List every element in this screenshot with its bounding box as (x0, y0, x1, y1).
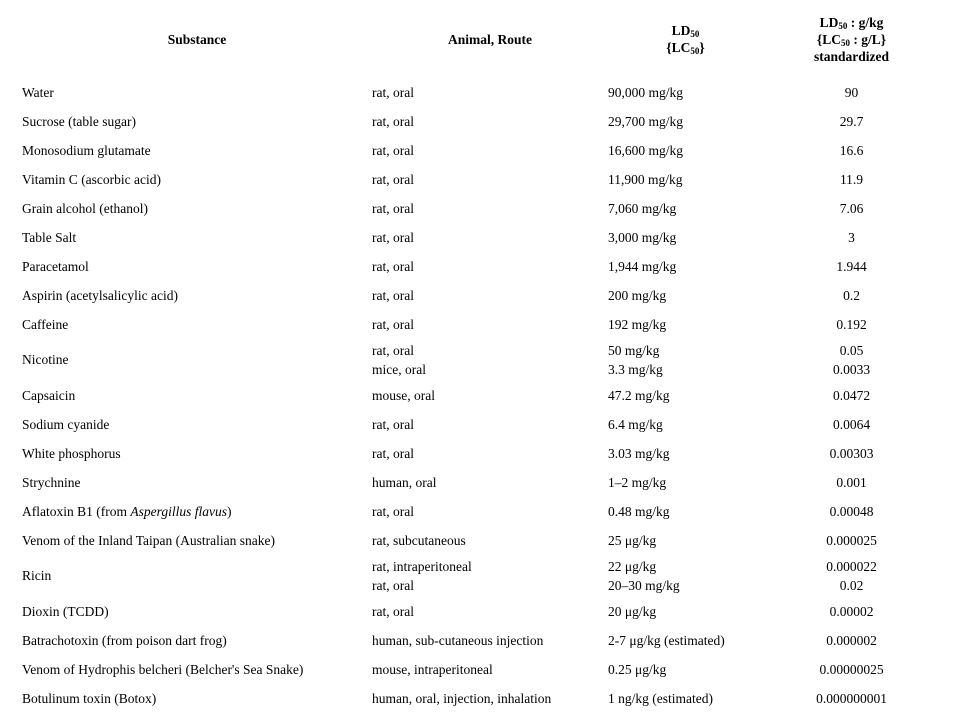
cell-standardized-line: 0.00002 (829, 604, 874, 619)
cell-standardized (763, 555, 940, 597)
cell-standardized-line: 0.00303 (829, 446, 874, 461)
cell-animal-route (372, 310, 608, 339)
table-row (22, 655, 940, 684)
cell-animal-route-line: human, oral (372, 475, 437, 490)
header-std-line1-subscript: 50 (838, 20, 848, 31)
header-lc50-open: {LC (666, 40, 691, 55)
header-lc50-subscript: 50 (690, 46, 700, 56)
header-substance: Substance (167, 31, 227, 47)
cell-ld50 (608, 281, 763, 310)
cell-animal-route (372, 136, 608, 165)
cell-animal-route-line: mouse, oral (372, 388, 435, 403)
cell-animal-route (372, 468, 608, 497)
cell-substance: Batrachotoxin (from poison dart frog) (22, 632, 227, 648)
cell-substance: Ricin (22, 568, 52, 583)
cell-animal-route (372, 381, 608, 410)
cell-ld50-line: 0.25 μg/kg (608, 662, 667, 677)
cell-ld50-line: 2-7 μg/kg (estimated) (608, 633, 725, 648)
table-body (22, 78, 940, 713)
cell-ld50 (608, 194, 763, 223)
cell-animal-route-line: rat, oral (372, 85, 414, 100)
cell-standardized (763, 597, 940, 626)
table-row (22, 468, 940, 497)
table-row (22, 165, 940, 194)
cell-ld50 (608, 626, 763, 655)
cell-substance: Sucrose (table sugar) (22, 113, 136, 129)
table-row (22, 381, 940, 410)
cell-animal-route (372, 410, 608, 439)
header-ld50-prefix: LD (671, 23, 691, 38)
cell-standardized-line: 0.000022 (826, 559, 877, 574)
cell-animal-route (372, 339, 608, 381)
cell-animal-route-line: rat, intraperitoneal (372, 559, 472, 574)
table-row (22, 310, 940, 339)
cell-animal-route-line: rat, oral (372, 604, 414, 619)
cell-ld50-line: 7,060 mg/kg (608, 201, 677, 216)
cell-substance: Grain alcohol (ethanol) (22, 200, 148, 216)
cell-ld50-line: 1–2 mg/kg (608, 475, 667, 490)
cell-ld50-line: 3,000 mg/kg (608, 230, 677, 245)
cell-ld50 (608, 684, 763, 713)
cell-animal-route-line: rat, oral (372, 201, 414, 216)
cell-substance: Sodium cyanide (22, 416, 110, 432)
table-row (22, 281, 940, 310)
cell-ld50-line: 3.3 mg/kg (608, 362, 663, 377)
cell-substance: Water (22, 84, 54, 100)
cell-substance: Monosodium glutamate (22, 142, 151, 158)
cell-ld50 (608, 655, 763, 684)
cell-ld50 (608, 339, 763, 381)
cell-standardized-line: 0.2 (843, 288, 860, 303)
cell-ld50-line: 200 mg/kg (608, 288, 667, 303)
cell-ld50-line: 0.48 mg/kg (608, 504, 670, 519)
cell-standardized (763, 78, 940, 107)
cell-ld50 (608, 439, 763, 468)
cell-standardized-line: 0.0472 (832, 388, 871, 403)
cell-animal-route-line: rat, oral (372, 446, 414, 461)
cell-standardized-line: 0.0033 (832, 362, 871, 377)
cell-substance: Capsaicin (22, 387, 76, 403)
header-lc50-close: } (699, 40, 705, 55)
cell-animal-route (372, 655, 608, 684)
cell-animal-route (372, 223, 608, 252)
cell-standardized-line: 0.192 (836, 317, 867, 332)
cell-animal-route (372, 78, 608, 107)
cell-ld50-line: 20–30 mg/kg (608, 578, 680, 593)
cell-ld50-line: 29,700 mg/kg (608, 114, 684, 129)
cell-ld50-line: 50 mg/kg (608, 343, 660, 358)
cell-standardized (763, 339, 940, 381)
cell-ld50-line: 192 mg/kg (608, 317, 667, 332)
cell-standardized-line: 0.000002 (826, 633, 877, 648)
cell-ld50-line: 1 ng/kg (estimated) (608, 691, 713, 706)
cell-ld50 (608, 78, 763, 107)
cell-substance: Venom of Hydrophis belcheri (Belcher's Sea Snake) (22, 661, 304, 677)
cell-animal-route-line: rat, oral (372, 288, 414, 303)
cell-standardized (763, 281, 940, 310)
cell-standardized-line: 16.6 (839, 143, 864, 158)
cell-animal-route (372, 597, 608, 626)
cell-ld50-line: 20 μg/kg (608, 604, 657, 619)
cell-animal-route (372, 684, 608, 713)
cell-substance: Aspirin (acetylsalicylic acid) (22, 287, 178, 303)
cell-standardized-line: 0.00000025 (819, 662, 884, 677)
cell-ld50 (608, 555, 763, 597)
cell-animal-route-line: rat, oral (372, 317, 414, 332)
cell-standardized-line: 0.02 (839, 578, 864, 593)
cell-standardized (763, 684, 940, 713)
cell-substance: White phosphorus (22, 445, 121, 461)
table-row (22, 136, 940, 165)
cell-animal-route (372, 281, 608, 310)
table-row (22, 626, 940, 655)
cell-standardized (763, 165, 940, 194)
cell-substance: Botulinum toxin (Botox) (22, 690, 157, 706)
header-ld50 (608, 0, 763, 78)
cell-animal-route-line: rat, oral (372, 417, 414, 432)
header-std-line1-suffix: : g/kg (847, 14, 884, 30)
cell-animal-route (372, 555, 608, 597)
cell-animal-route (372, 194, 608, 223)
cell-animal-route (372, 626, 608, 655)
cell-ld50 (608, 136, 763, 165)
cell-ld50-line: 25 μg/kg (608, 533, 657, 548)
table-row (22, 107, 940, 136)
cell-substance (22, 497, 372, 526)
cell-animal-route-line: rat, oral (372, 230, 414, 245)
cell-ld50 (608, 468, 763, 497)
cell-animal-route-line: rat, subcutaneous (372, 533, 466, 548)
cell-animal-route (372, 165, 608, 194)
cell-standardized-line: 1.944 (836, 259, 867, 274)
substance-part: ) (226, 503, 232, 519)
header-ld50-subscript: 50 (690, 29, 700, 39)
header-std-line2-prefix: {LC (816, 31, 841, 47)
header-std-line1-prefix: LD (819, 14, 839, 30)
cell-ld50 (608, 597, 763, 626)
cell-animal-route (372, 497, 608, 526)
cell-standardized (763, 526, 940, 555)
cell-ld50 (608, 497, 763, 526)
ld50-table (22, 0, 940, 713)
cell-standardized (763, 107, 940, 136)
cell-standardized-line: 7.06 (839, 201, 864, 216)
cell-ld50 (608, 223, 763, 252)
cell-standardized-line: 0.00048 (829, 504, 874, 519)
header-std-line3: standardized (813, 48, 889, 64)
cell-substance: Paracetamol (22, 258, 89, 274)
cell-standardized (763, 194, 940, 223)
table-row (22, 597, 940, 626)
substance-part: Aflatoxin B1 (from (22, 503, 131, 519)
cell-animal-route-line: rat, oral (372, 504, 414, 519)
cell-standardized (763, 136, 940, 165)
table-row (22, 555, 940, 597)
cell-animal-route-line: human, sub-cutaneous injection (372, 633, 544, 648)
header-std-line2-suffix: : g/L} (850, 31, 887, 47)
cell-ld50 (608, 107, 763, 136)
header-animal-route: Animal, Route (448, 31, 532, 47)
cell-substance: Caffeine (22, 316, 69, 332)
cell-ld50-line: 47.2 mg/kg (608, 388, 670, 403)
cell-standardized-line: 29.7 (839, 114, 864, 129)
table-row (22, 526, 940, 555)
cell-standardized-line: 11.9 (839, 172, 864, 187)
cell-animal-route-line: rat, oral (372, 343, 414, 358)
table-row (22, 194, 940, 223)
cell-ld50 (608, 165, 763, 194)
cell-animal-route (372, 526, 608, 555)
cell-standardized-line: 0.0064 (832, 417, 871, 432)
cell-animal-route-line: rat, oral (372, 578, 414, 593)
table-row (22, 223, 940, 252)
cell-ld50 (608, 526, 763, 555)
table-row (22, 410, 940, 439)
cell-ld50 (608, 310, 763, 339)
cell-standardized (763, 310, 940, 339)
cell-standardized (763, 626, 940, 655)
cell-substance: Nicotine (22, 352, 69, 367)
cell-standardized (763, 497, 940, 526)
cell-ld50-line: 11,900 mg/kg (608, 172, 683, 187)
cell-ld50-line: 16,600 mg/kg (608, 143, 684, 158)
table-row (22, 339, 940, 381)
table-row (22, 78, 940, 107)
cell-standardized-line: 90 (844, 85, 859, 100)
cell-animal-route (372, 107, 608, 136)
cell-animal-route-line: human, oral, injection, inhalation (372, 691, 552, 706)
cell-animal-route-line: rat, oral (372, 259, 414, 274)
table-row (22, 252, 940, 281)
cell-ld50-line: 3.03 mg/kg (608, 446, 670, 461)
cell-ld50 (608, 410, 763, 439)
cell-standardized (763, 381, 940, 410)
cell-animal-route-line: rat, oral (372, 172, 414, 187)
cell-substance: Vitamin C (ascorbic acid) (22, 171, 162, 187)
cell-animal-route (372, 439, 608, 468)
header-std-line2-subscript: 50 (841, 37, 850, 48)
cell-substance: Table Salt (22, 229, 77, 245)
cell-standardized (763, 410, 940, 439)
cell-standardized-line: 0.05 (839, 343, 864, 358)
cell-ld50 (608, 252, 763, 281)
cell-standardized-line: 3 (848, 230, 855, 245)
cell-animal-route (372, 252, 608, 281)
cell-substance: Strychnine (22, 474, 81, 490)
cell-ld50-line: 6.4 mg/kg (608, 417, 663, 432)
cell-standardized-line: 0.001 (836, 475, 867, 490)
cell-ld50-line: 1,944 mg/kg (608, 259, 677, 274)
cell-ld50-line: 22 μg/kg (608, 559, 657, 574)
cell-animal-route-line: rat, oral (372, 143, 414, 158)
cell-standardized-line: 0.000000001 (816, 691, 887, 706)
cell-animal-route-line: mouse, intraperitoneal (372, 662, 493, 677)
table-row (22, 439, 940, 468)
cell-standardized (763, 655, 940, 684)
cell-animal-route-line: rat, oral (372, 114, 414, 129)
header-row (22, 0, 940, 78)
header-standardized (763, 0, 940, 78)
table-row (22, 684, 940, 713)
cell-standardized (763, 223, 940, 252)
cell-ld50 (608, 381, 763, 410)
cell-standardized (763, 439, 940, 468)
cell-substance: Dioxin (TCDD) (22, 603, 109, 619)
cell-standardized (763, 252, 940, 281)
cell-standardized-line: 0.000025 (826, 533, 877, 548)
cell-ld50-line: 90,000 mg/kg (608, 85, 684, 100)
cell-substance: Venom of the Inland Taipan (Australian snake) (22, 532, 275, 548)
cell-standardized (763, 468, 940, 497)
table-row (22, 497, 940, 526)
substance-italic-part: Aspergillus flavus (130, 503, 227, 519)
cell-animal-route-line: mice, oral (372, 362, 426, 377)
